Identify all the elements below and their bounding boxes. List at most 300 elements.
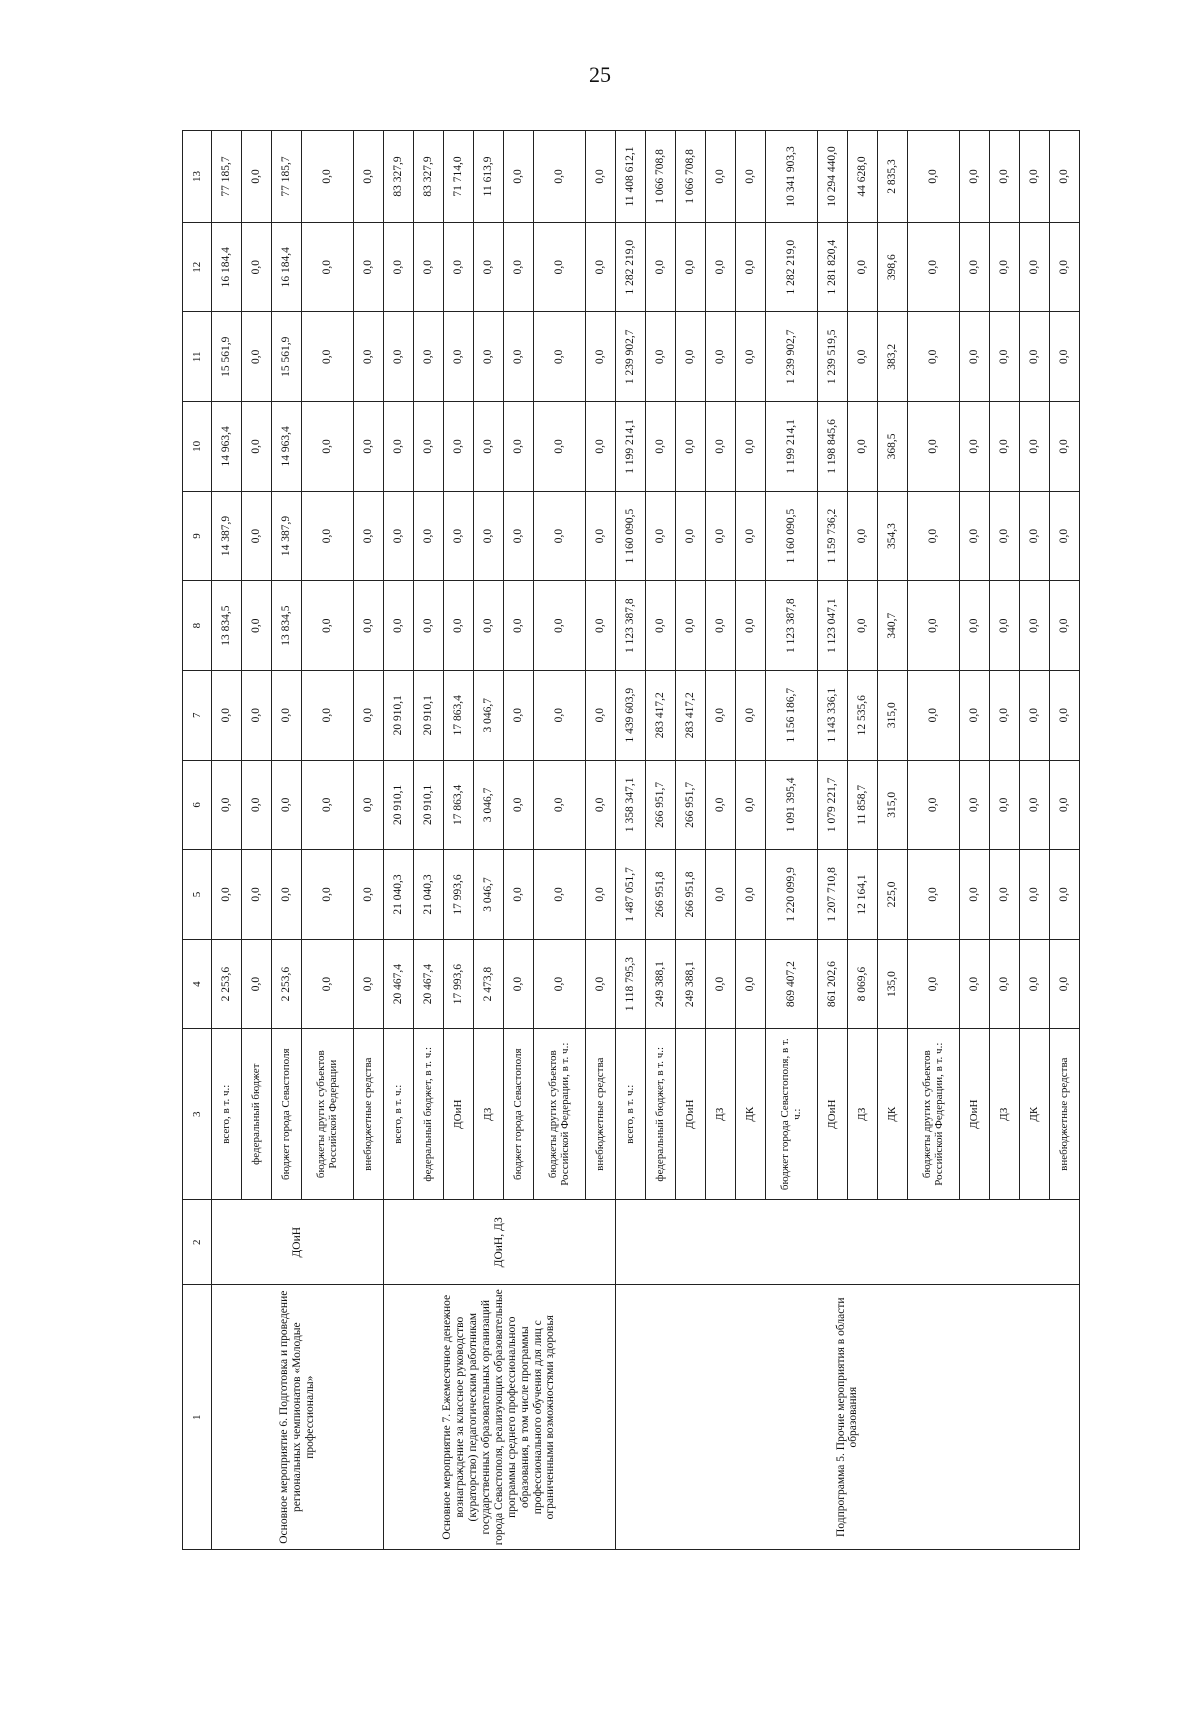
value-cell: 0,0: [907, 222, 959, 312]
value-cell: 1 066 708,8: [675, 131, 705, 223]
value-cell: 0,0: [959, 581, 989, 671]
value-cell: 1 239 519,5: [817, 312, 847, 402]
value-cell: 0,0: [705, 491, 735, 581]
value-cell: 2 473,8: [473, 939, 503, 1029]
value-cell: 0,0: [533, 131, 585, 223]
value-cell: 0,0: [907, 312, 959, 402]
value-cell: 1 199 214,1: [615, 402, 645, 492]
value-cell: 0,0: [473, 581, 503, 671]
value-cell: 1 159 736,2: [817, 491, 847, 581]
value-cell: 398,6: [877, 222, 907, 312]
value-cell: 0,0: [443, 222, 473, 312]
value-cell: 0,0: [735, 850, 765, 940]
value-cell: 17 993,6: [443, 850, 473, 940]
value-cell: 0,0: [847, 491, 877, 581]
value-cell: 0,0: [1019, 402, 1049, 492]
column-number: 4: [183, 939, 212, 1029]
value-cell: 1 220 099,9: [765, 850, 817, 940]
value-cell: 13 834,5: [271, 581, 301, 671]
value-cell: 0,0: [585, 222, 615, 312]
value-cell: 0,0: [1019, 312, 1049, 402]
value-cell: 0,0: [1019, 581, 1049, 671]
value-cell: 0,0: [241, 850, 271, 940]
column-number: 7: [183, 670, 212, 760]
value-cell: 0,0: [301, 222, 353, 312]
funding-source: федеральный бюджет, в т. ч.:: [413, 1029, 443, 1200]
funding-source: внебюджетные средства: [353, 1029, 383, 1200]
value-cell: 0,0: [301, 939, 353, 1029]
value-cell: 0,0: [959, 131, 989, 223]
value-cell: 14 387,9: [271, 491, 301, 581]
value-cell: 0,0: [413, 312, 443, 402]
value-cell: 0,0: [959, 850, 989, 940]
value-cell: 0,0: [959, 491, 989, 581]
value-cell: 1 123 387,8: [615, 581, 645, 671]
value-cell: 0,0: [443, 581, 473, 671]
value-cell: 1 281 820,4: [817, 222, 847, 312]
value-cell: 249 388,1: [645, 939, 675, 1029]
page-number: 25: [589, 62, 611, 87]
value-cell: 21 040,3: [413, 850, 443, 940]
funding-source: всего, в т. ч.:: [383, 1029, 413, 1200]
value-cell: 0,0: [675, 491, 705, 581]
column-number: 6: [183, 760, 212, 850]
value-cell: 0,0: [271, 850, 301, 940]
funding-source: ДЗ: [473, 1029, 503, 1200]
value-cell: 135,0: [877, 939, 907, 1029]
funding-source: ДК: [735, 1029, 765, 1200]
value-cell: 0,0: [585, 760, 615, 850]
value-cell: 0,0: [241, 131, 271, 223]
value-cell: 11 408 612,1: [615, 131, 645, 223]
value-cell: 12 164,1: [847, 850, 877, 940]
funding-source: ДЗ: [847, 1029, 877, 1200]
value-cell: 0,0: [847, 402, 877, 492]
value-cell: 0,0: [959, 939, 989, 1029]
value-cell: 11 613,9: [473, 131, 503, 223]
funding-source: внебюджетные средства: [585, 1029, 615, 1200]
value-cell: 0,0: [383, 491, 413, 581]
value-cell: 0,0: [959, 402, 989, 492]
value-cell: 1 199 214,1: [765, 402, 817, 492]
value-cell: 0,0: [907, 760, 959, 850]
value-cell: 3 046,7: [473, 850, 503, 940]
value-cell: 2 835,3: [877, 131, 907, 223]
value-cell: 0,0: [503, 222, 533, 312]
value-cell: 1 207 710,8: [817, 850, 847, 940]
value-cell: 0,0: [585, 939, 615, 1029]
value-cell: 0,0: [1019, 131, 1049, 223]
column-number: 8: [183, 581, 212, 671]
value-cell: 0,0: [705, 850, 735, 940]
value-cell: 0,0: [847, 222, 877, 312]
column-number: 10: [183, 402, 212, 492]
value-cell: 2 253,6: [271, 939, 301, 1029]
value-cell: 0,0: [353, 850, 383, 940]
value-cell: 1 079 221,7: [817, 760, 847, 850]
value-cell: 225,0: [877, 850, 907, 940]
value-cell: 340,7: [877, 581, 907, 671]
header-row: [183, 131, 212, 1550]
value-cell: 0,0: [585, 131, 615, 223]
value-cell: 0,0: [585, 850, 615, 940]
value-cell: 0,0: [503, 760, 533, 850]
value-cell: 0,0: [503, 939, 533, 1029]
funding-source: бюджеты других субъектов Российской Федерации: [301, 1029, 353, 1200]
value-cell: 0,0: [735, 491, 765, 581]
value-cell: 0,0: [503, 670, 533, 760]
value-cell: 0,0: [645, 222, 675, 312]
value-cell: 0,0: [959, 760, 989, 850]
column-number: 12: [183, 222, 212, 312]
column-number: 3: [183, 1029, 212, 1200]
value-cell: 0,0: [735, 312, 765, 402]
funding-source: всего, в т. ч.:: [211, 1029, 241, 1200]
value-cell: 1 239 902,7: [615, 312, 645, 402]
value-cell: 17 993,6: [443, 939, 473, 1029]
value-cell: 0,0: [735, 939, 765, 1029]
value-cell: 0,0: [585, 402, 615, 492]
value-cell: 0,0: [989, 312, 1019, 402]
value-cell: 0,0: [211, 670, 241, 760]
funding-source: ДОиН: [817, 1029, 847, 1200]
value-cell: 0,0: [907, 402, 959, 492]
value-cell: 1 487 051,7: [615, 850, 645, 940]
value-cell: 20 467,4: [413, 939, 443, 1029]
value-cell: 0,0: [1049, 581, 1079, 671]
value-cell: 0,0: [211, 760, 241, 850]
value-cell: 0,0: [1049, 222, 1079, 312]
value-cell: 0,0: [959, 312, 989, 402]
value-cell: 83 327,9: [383, 131, 413, 223]
value-cell: 0,0: [705, 131, 735, 223]
value-cell: 0,0: [705, 222, 735, 312]
value-cell: 0,0: [413, 491, 443, 581]
value-cell: 14 963,4: [211, 402, 241, 492]
value-cell: 1 358 347,1: [615, 760, 645, 850]
value-cell: 0,0: [907, 670, 959, 760]
value-cell: 13 834,5: [211, 581, 241, 671]
value-cell: 0,0: [675, 402, 705, 492]
executor-cell: ДОиН, ДЗ: [383, 1200, 615, 1285]
value-cell: 0,0: [533, 939, 585, 1029]
funding-source: ДЗ: [705, 1029, 735, 1200]
value-cell: 0,0: [473, 312, 503, 402]
value-cell: 0,0: [241, 581, 271, 671]
value-cell: 0,0: [353, 670, 383, 760]
value-cell: 0,0: [705, 312, 735, 402]
value-cell: 0,0: [353, 131, 383, 223]
value-cell: 0,0: [1049, 491, 1079, 581]
value-cell: 1 066 708,8: [645, 131, 675, 223]
value-cell: 3 046,7: [473, 670, 503, 760]
table-row: [615, 131, 645, 1550]
value-cell: 0,0: [383, 581, 413, 671]
value-cell: 0,0: [533, 760, 585, 850]
value-cell: 0,0: [271, 670, 301, 760]
value-cell: 0,0: [989, 670, 1019, 760]
value-cell: 17 863,4: [443, 670, 473, 760]
value-cell: 0,0: [907, 850, 959, 940]
value-cell: 0,0: [1049, 939, 1079, 1029]
value-cell: 0,0: [533, 312, 585, 402]
value-cell: 0,0: [735, 670, 765, 760]
value-cell: 0,0: [645, 491, 675, 581]
budget-table: [182, 130, 1080, 1550]
value-cell: 0,0: [301, 491, 353, 581]
table-row: [211, 131, 241, 1550]
value-cell: 0,0: [1049, 760, 1079, 850]
value-cell: 0,0: [847, 312, 877, 402]
value-cell: 0,0: [473, 222, 503, 312]
value-cell: 0,0: [989, 491, 1019, 581]
value-cell: 368,5: [877, 402, 907, 492]
funding-source: ДК: [877, 1029, 907, 1200]
value-cell: 1 160 090,5: [765, 491, 817, 581]
value-cell: 44 628,0: [847, 131, 877, 223]
value-cell: 0,0: [241, 760, 271, 850]
column-number: 5: [183, 850, 212, 940]
value-cell: 266 951,7: [645, 760, 675, 850]
value-cell: 0,0: [989, 131, 1019, 223]
value-cell: 0,0: [585, 491, 615, 581]
value-cell: 1 198 845,6: [817, 402, 847, 492]
column-number: 9: [183, 491, 212, 581]
value-cell: 0,0: [241, 491, 271, 581]
value-cell: 0,0: [533, 402, 585, 492]
value-cell: 0,0: [413, 402, 443, 492]
funding-source: всего, в т. ч.:: [615, 1029, 645, 1200]
table-body: [183, 131, 1080, 1550]
value-cell: 0,0: [989, 402, 1019, 492]
value-cell: 0,0: [645, 402, 675, 492]
value-cell: 266 951,8: [645, 850, 675, 940]
value-cell: 1 156 186,7: [765, 670, 817, 760]
value-cell: 12 535,6: [847, 670, 877, 760]
value-cell: 0,0: [989, 850, 1019, 940]
value-cell: 0,0: [1049, 131, 1079, 223]
value-cell: 83 327,9: [413, 131, 443, 223]
value-cell: 11 858,7: [847, 760, 877, 850]
value-cell: 14 963,4: [271, 402, 301, 492]
rotated-table-wrapper: [182, 130, 1080, 1550]
value-cell: 0,0: [585, 670, 615, 760]
value-cell: 383,2: [877, 312, 907, 402]
value-cell: 0,0: [907, 581, 959, 671]
value-cell: 20 910,1: [413, 670, 443, 760]
value-cell: 0,0: [675, 312, 705, 402]
value-cell: 0,0: [735, 222, 765, 312]
value-cell: 16 184,4: [271, 222, 301, 312]
value-cell: 0,0: [301, 670, 353, 760]
value-cell: 17 863,4: [443, 760, 473, 850]
column-number: 1: [183, 1285, 212, 1550]
value-cell: 0,0: [241, 402, 271, 492]
value-cell: 0,0: [443, 312, 473, 402]
activity-title: Подпрограмма 5. Прочие мероприятия в области образования: [615, 1285, 1079, 1550]
value-cell: 0,0: [735, 131, 765, 223]
value-cell: 1 123 387,8: [765, 581, 817, 671]
value-cell: 0,0: [675, 581, 705, 671]
value-cell: 0,0: [1019, 850, 1049, 940]
value-cell: 0,0: [241, 222, 271, 312]
value-cell: 0,0: [1049, 850, 1079, 940]
column-number: 11: [183, 312, 212, 402]
value-cell: 266 951,7: [675, 760, 705, 850]
value-cell: 0,0: [585, 581, 615, 671]
value-cell: 77 185,7: [271, 131, 301, 223]
value-cell: 0,0: [675, 222, 705, 312]
value-cell: 0,0: [705, 939, 735, 1029]
value-cell: 0,0: [847, 581, 877, 671]
value-cell: 315,0: [877, 760, 907, 850]
value-cell: 0,0: [989, 760, 1019, 850]
value-cell: 0,0: [533, 222, 585, 312]
value-cell: 0,0: [645, 581, 675, 671]
column-number: 13: [183, 131, 212, 223]
funding-source: бюджет города Севастополя, в т. ч.:: [765, 1029, 817, 1200]
column-number: 2: [183, 1200, 212, 1285]
funding-source: внебюджетные средства: [1049, 1029, 1079, 1200]
value-cell: 8 069,6: [847, 939, 877, 1029]
value-cell: 0,0: [301, 850, 353, 940]
funding-source: бюджеты других субъектов Российской Федерации, в т. ч.:: [907, 1029, 959, 1200]
value-cell: 0,0: [211, 850, 241, 940]
value-cell: 0,0: [353, 760, 383, 850]
value-cell: 3 046,7: [473, 760, 503, 850]
value-cell: 0,0: [1049, 312, 1079, 402]
value-cell: 1 439 603,9: [615, 670, 645, 760]
value-cell: 16 184,4: [211, 222, 241, 312]
funding-source: бюджет города Севастополя: [503, 1029, 533, 1200]
value-cell: 0,0: [503, 131, 533, 223]
value-cell: 1 143 336,1: [817, 670, 847, 760]
value-cell: 0,0: [1019, 939, 1049, 1029]
value-cell: 249 388,1: [675, 939, 705, 1029]
value-cell: 354,3: [877, 491, 907, 581]
value-cell: 0,0: [473, 491, 503, 581]
value-cell: 0,0: [301, 312, 353, 402]
value-cell: 1 160 090,5: [615, 491, 645, 581]
value-cell: 21 040,3: [383, 850, 413, 940]
value-cell: 0,0: [989, 222, 1019, 312]
value-cell: 0,0: [1019, 670, 1049, 760]
value-cell: 0,0: [1049, 670, 1079, 760]
value-cell: 0,0: [301, 402, 353, 492]
value-cell: 0,0: [705, 670, 735, 760]
funding-source: федеральный бюджет: [241, 1029, 271, 1200]
funding-source: ДК: [1019, 1029, 1049, 1200]
value-cell: 0,0: [503, 491, 533, 581]
value-cell: 14 387,9: [211, 491, 241, 581]
funding-source: ДОиН: [443, 1029, 473, 1200]
value-cell: 20 910,1: [413, 760, 443, 850]
value-cell: 1 239 902,7: [765, 312, 817, 402]
value-cell: 0,0: [443, 491, 473, 581]
funding-source: бюджеты других субъектов Российской Федерации, в т. ч.:: [533, 1029, 585, 1200]
value-cell: 0,0: [735, 402, 765, 492]
value-cell: 0,0: [959, 222, 989, 312]
value-cell: 0,0: [907, 491, 959, 581]
value-cell: 0,0: [473, 402, 503, 492]
value-cell: 0,0: [959, 670, 989, 760]
value-cell: 0,0: [533, 670, 585, 760]
value-cell: 0,0: [353, 581, 383, 671]
value-cell: 283 417,2: [675, 670, 705, 760]
value-cell: 0,0: [353, 402, 383, 492]
value-cell: 0,0: [353, 222, 383, 312]
value-cell: 10 341 903,3: [765, 131, 817, 223]
value-cell: 0,0: [645, 312, 675, 402]
value-cell: 0,0: [989, 581, 1019, 671]
value-cell: 0,0: [705, 402, 735, 492]
value-cell: 0,0: [585, 312, 615, 402]
value-cell: 20 467,4: [383, 939, 413, 1029]
value-cell: 1 123 047,1: [817, 581, 847, 671]
value-cell: 1 091 395,4: [765, 760, 817, 850]
value-cell: 0,0: [271, 760, 301, 850]
value-cell: 0,0: [735, 760, 765, 850]
value-cell: 0,0: [241, 312, 271, 402]
value-cell: 10 294 440,0: [817, 131, 847, 223]
value-cell: 0,0: [301, 760, 353, 850]
value-cell: 0,0: [241, 939, 271, 1029]
value-cell: 0,0: [705, 581, 735, 671]
table-row: [383, 131, 413, 1550]
value-cell: 861 202,6: [817, 939, 847, 1029]
value-cell: 0,0: [907, 939, 959, 1029]
funding-source: бюджет города Севастополя: [271, 1029, 301, 1200]
funding-source: ДЗ: [989, 1029, 1019, 1200]
value-cell: 0,0: [353, 939, 383, 1029]
value-cell: 15 561,9: [271, 312, 301, 402]
value-cell: 0,0: [383, 402, 413, 492]
value-cell: 0,0: [533, 491, 585, 581]
value-cell: 0,0: [533, 850, 585, 940]
value-cell: 0,0: [301, 581, 353, 671]
value-cell: 266 951,8: [675, 850, 705, 940]
value-cell: 77 185,7: [211, 131, 241, 223]
value-cell: 2 253,6: [211, 939, 241, 1029]
funding-source: ДОиН: [675, 1029, 705, 1200]
value-cell: 0,0: [1019, 222, 1049, 312]
value-cell: 15 561,9: [211, 312, 241, 402]
value-cell: 20 910,1: [383, 670, 413, 760]
value-cell: 0,0: [1019, 491, 1049, 581]
value-cell: 0,0: [503, 581, 533, 671]
value-cell: 0,0: [907, 131, 959, 223]
value-cell: 20 910,1: [383, 760, 413, 850]
value-cell: 0,0: [383, 312, 413, 402]
value-cell: 0,0: [1049, 402, 1079, 492]
funding-source: федеральный бюджет, в т. ч.:: [645, 1029, 675, 1200]
value-cell: 1 282 219,0: [615, 222, 645, 312]
value-cell: 869 407,2: [765, 939, 817, 1029]
value-cell: 0,0: [353, 491, 383, 581]
value-cell: 0,0: [989, 939, 1019, 1029]
value-cell: 0,0: [503, 850, 533, 940]
value-cell: 0,0: [301, 131, 353, 223]
value-cell: 0,0: [533, 581, 585, 671]
value-cell: 315,0: [877, 670, 907, 760]
value-cell: 0,0: [413, 581, 443, 671]
value-cell: 0,0: [705, 760, 735, 850]
value-cell: 283 417,2: [645, 670, 675, 760]
value-cell: 1 282 219,0: [765, 222, 817, 312]
value-cell: 71 714,0: [443, 131, 473, 223]
value-cell: 0,0: [503, 402, 533, 492]
value-cell: 0,0: [503, 312, 533, 402]
